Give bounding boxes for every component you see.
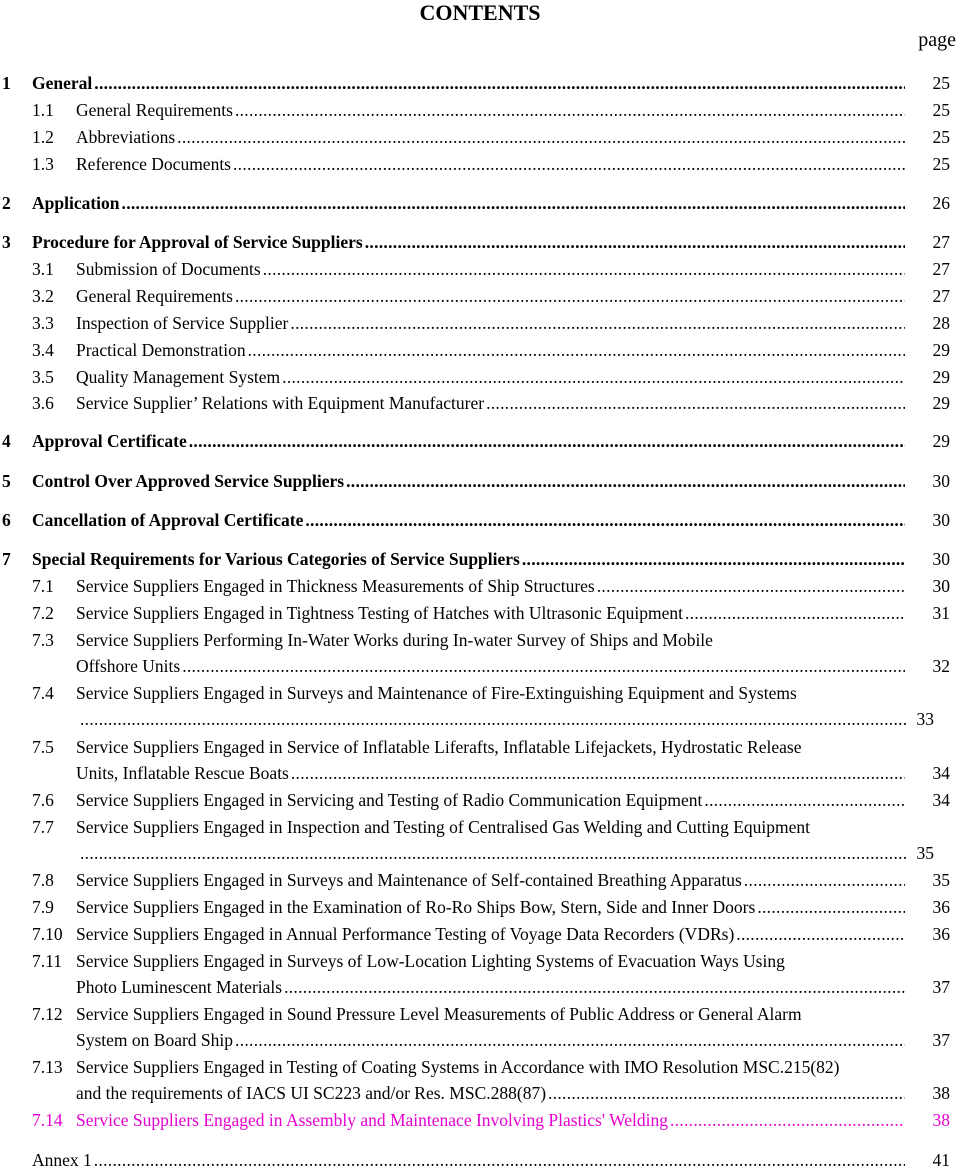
section-number: 7.2 [32,603,54,623]
section-title-text: Service Suppliers Engaged in Surveys of Low-Location Lighting Systems of Evacuation Ways Using [76,951,785,971]
dot-leader [235,97,905,124]
section-title-text: General Requirements [76,100,233,120]
section-number: 3.5 [32,367,54,387]
page-number: 34 [932,763,950,783]
section-title-text-continued: Photo Luminescent Materials [76,977,283,997]
page-number: 37 [932,1030,950,1050]
section-title-text: General [32,73,93,93]
toc-line [0,190,960,217]
toc-line [0,760,960,787]
section-number: 3.2 [32,286,54,306]
section-title[interactable] [76,573,905,600]
dot-leader [182,653,905,680]
page-number: 41 [932,1150,950,1170]
toc-line [0,653,960,680]
section-title-text: Service Suppliers Engaged in Inspection and Testing of Centralised Gas Welding and Cutting Equipment [76,817,811,837]
section-number: 5 [2,471,11,491]
section-title[interactable] [76,256,905,283]
dot-leader [233,151,905,178]
toc-line [0,974,960,1001]
dot-leader [736,921,905,948]
toc-line [0,840,960,867]
section-number: 7.6 [32,790,54,810]
dot-leader [80,706,906,733]
section-title[interactable] [76,390,905,417]
dot-leader [305,507,905,534]
section-title-text: Service Suppliers Engaged in Servicing and Testing of Radio Communication Equipment [76,790,703,810]
dot-leader [291,760,905,787]
section-title-text: Service Suppliers Engaged in Annual Performance Testing of Voyage Data Recorders (VDRs) [76,924,735,944]
toc-line [0,151,960,178]
section-title[interactable] [32,70,905,97]
page-number: 38 [932,1110,950,1130]
dot-leader [757,894,905,921]
dot-leader [235,1027,905,1054]
section-title-text: Approval Certificate [32,431,187,451]
page-number: 30 [932,549,950,569]
section-title[interactable] [32,428,905,455]
section-number: 7.5 [32,737,54,757]
section-title-text: Control Over Approved Service Suppliers [32,471,345,491]
page-number: 29 [932,367,950,387]
dot-leader [189,428,905,455]
section-title-text: Service Suppliers Performing In-Water Works during In-water Survey of Ships and Mobile [76,630,713,650]
section-title[interactable] [76,653,905,680]
section-title[interactable] [76,867,905,894]
page-column-label: page [918,29,956,51]
toc-line [0,1054,960,1081]
section-number: 7.10 [32,924,63,944]
dot-leader [548,1080,905,1107]
section-number: 3.6 [32,393,54,413]
section-title-text: Service Suppliers Engaged in Assembly and Maintenace Involving Plastics' Welding [76,1110,668,1130]
section-title-text: General Requirements [76,286,233,306]
toc-line [0,70,960,97]
section-number: 6 [2,510,11,530]
toc-line [0,310,960,337]
toc-line [0,867,960,894]
section-title[interactable] [32,229,905,256]
page-number: 27 [932,232,950,252]
section-number: 7.9 [32,897,54,917]
dot-leader [284,974,905,1001]
dot-leader [597,573,905,600]
page-number: 30 [932,576,950,596]
section-number: 4 [2,431,11,451]
page-number: 30 [932,471,950,491]
section-title[interactable] [76,894,905,921]
section-number: 1 [2,73,11,93]
dot-leader [248,337,905,364]
section-number: 7 [2,549,11,569]
section-title[interactable] [76,760,905,787]
section-title[interactable] [76,787,905,814]
toc-line [0,573,960,600]
section-title-text: Cancellation of Approval Certificate [32,510,304,530]
section-title-text: Reference Documents [76,154,231,174]
dot-leader [685,600,905,627]
toc-line [0,390,960,417]
section-title[interactable] [76,600,905,627]
toc-line [0,706,960,733]
section-number: 7.11 [32,951,62,971]
dot-leader [290,310,905,337]
page-number: 38 [932,1083,950,1103]
section-title-text: Inspection of Service Supplier [76,313,289,333]
section-title-text: Practical Demonstration [76,340,246,360]
section-number: 7.3 [32,630,54,650]
section-title-text: Service Suppliers Engaged in Thickness Measurements of Ship Structures [76,576,595,596]
dot-leader [704,787,905,814]
section-number: 3 [2,232,11,252]
toc-line [0,1147,960,1174]
toc-line [0,337,960,364]
section-title[interactable] [76,1080,905,1107]
toc-line [0,1001,960,1028]
page-number: 26 [932,193,950,213]
dot-leader [94,1147,905,1174]
page-number: 29 [932,393,950,413]
section-title[interactable] [76,124,905,151]
dot-leader [522,546,905,573]
dot-leader [94,70,905,97]
toc-line [0,894,960,921]
dot-leader [122,190,905,217]
dot-leader [80,840,906,867]
section-number: 3.1 [32,259,54,279]
toc-line [0,283,960,310]
page-number: 27 [932,286,950,306]
toc-line [0,468,960,495]
dot-leader [263,256,905,283]
dot-leader [282,364,905,391]
section-title[interactable] [76,283,905,310]
section-number: 7.12 [32,1004,63,1024]
page-number: 36 [932,924,950,944]
page-number: 31 [932,603,950,623]
section-number: 7.7 [32,817,54,837]
toc-line [0,229,960,256]
toc-line [0,1107,960,1134]
toc-line [0,1080,960,1107]
section-title-text: Service Suppliers Engaged in Surveys and Maintenance of Self-contained Breathing Apparatus [76,870,742,890]
toc-line [0,948,960,975]
section-title[interactable] [76,921,905,948]
section-title-text-continued: and the requirements of IACS UI SC223 and/or Res. MSC.288(87) [76,1083,547,1103]
toc-line [0,124,960,151]
section-title-text: Submission of Documents [76,259,261,279]
section-number: 1.3 [32,154,54,174]
page-number: 29 [932,431,950,451]
page-number: 32 [932,656,950,676]
toc-line [0,364,960,391]
page-number: 25 [932,100,950,120]
section-title[interactable] [76,97,905,124]
section-title-text: Service Suppliers Engaged in Service of Inflatable Liferafts, Inflatable Lifejackets, Hydrostatic Release [76,737,802,757]
section-title-text-continued: Offshore Units [76,656,181,676]
toc-line [0,546,960,573]
section-title[interactable] [76,1027,905,1054]
section-title[interactable] [32,546,905,573]
dot-leader [486,390,905,417]
section-title-text: Service Suppliers Engaged in Tightness Testing of Hatches with Ultrasonic Equipment [76,603,683,623]
section-title[interactable] [78,706,906,733]
toc-line [0,787,960,814]
section-title-text: Annex 1 [32,1150,92,1170]
toc-line [0,627,960,654]
toc-line [0,921,960,948]
toc-line [0,1027,960,1054]
dot-leader [177,124,905,151]
page-number: 34 [932,790,950,810]
section-number: 7.8 [32,870,54,890]
section-title[interactable] [76,337,905,364]
section-title-text: Procedure for Approval of Service Suppliers [32,232,363,252]
section-title-text: Special Requirements for Various Categories of Service Suppliers [32,549,520,569]
section-number: 1.2 [32,127,54,147]
toc-line [0,97,960,124]
dot-leader [744,867,905,894]
page-title: CONTENTS [419,0,541,25]
dot-leader [235,283,905,310]
dot-leader [670,1107,905,1134]
section-title-text: Service Suppliers Engaged in Sound Pressure Level Measurements of Public Address or General Alarm [76,1004,802,1024]
dot-leader [365,229,905,256]
page-number: 37 [932,977,950,997]
section-title[interactable] [76,151,905,178]
section-title-text: Service Suppliers Engaged in the Examination of Ro-Ro Ships Bow, Stern, Side and Inner Doors [76,897,756,917]
section-title[interactable] [32,468,905,495]
toc-line [0,814,960,841]
section-title[interactable] [32,190,905,217]
toc-line [0,734,960,761]
section-title-text-continued: Units, Inflatable Rescue Boats [76,763,289,783]
section-title-text: Quality Management System [76,367,281,387]
page-number: 33 [916,709,934,729]
toc-line [0,680,960,707]
page-number: 25 [932,73,950,93]
page-number: 25 [932,154,950,174]
page-number: 35 [932,870,950,890]
section-title[interactable] [76,310,905,337]
section-number: 1.1 [32,100,54,120]
section-number: 7.4 [32,683,54,703]
section-title[interactable] [78,840,906,867]
section-number: 7.1 [32,576,54,596]
section-number: 7.14 [32,1110,63,1130]
dot-leader [346,468,905,495]
section-title[interactable] [76,1107,905,1134]
page-number: 25 [932,127,950,147]
page-number: 27 [932,259,950,279]
page-number: 28 [932,313,950,333]
page-number: 36 [932,897,950,917]
section-title-text: Application [32,193,120,213]
page-number: 35 [916,843,934,863]
section-title-text: Service Suppliers Engaged in Testing of Coating Systems in Accordance with IMO Resolution MSC.215(82) [76,1057,840,1077]
section-number: 3.4 [32,340,54,360]
page-number: 30 [932,510,950,530]
section-title[interactable] [76,974,905,1001]
section-number: 2 [2,193,11,213]
section-number: 3.3 [32,313,54,333]
section-title[interactable] [32,507,905,534]
toc-line [0,600,960,627]
toc-line [0,428,960,455]
toc-line [0,256,960,283]
section-number: 7.13 [32,1057,63,1077]
section-title[interactable] [32,1147,905,1174]
section-title-text-continued: System on Board Ship [76,1030,234,1050]
section-title-text: Abbreviations [76,127,176,147]
page-number: 29 [932,340,950,360]
toc-line [0,507,960,534]
section-title-text: Service Supplier’ Relations with Equipment Manufacturer [76,393,485,413]
section-title-text: Service Suppliers Engaged in Surveys and Maintenance of Fire-Extinguishing Equipment and Systems [76,683,797,703]
section-title[interactable] [76,364,905,391]
